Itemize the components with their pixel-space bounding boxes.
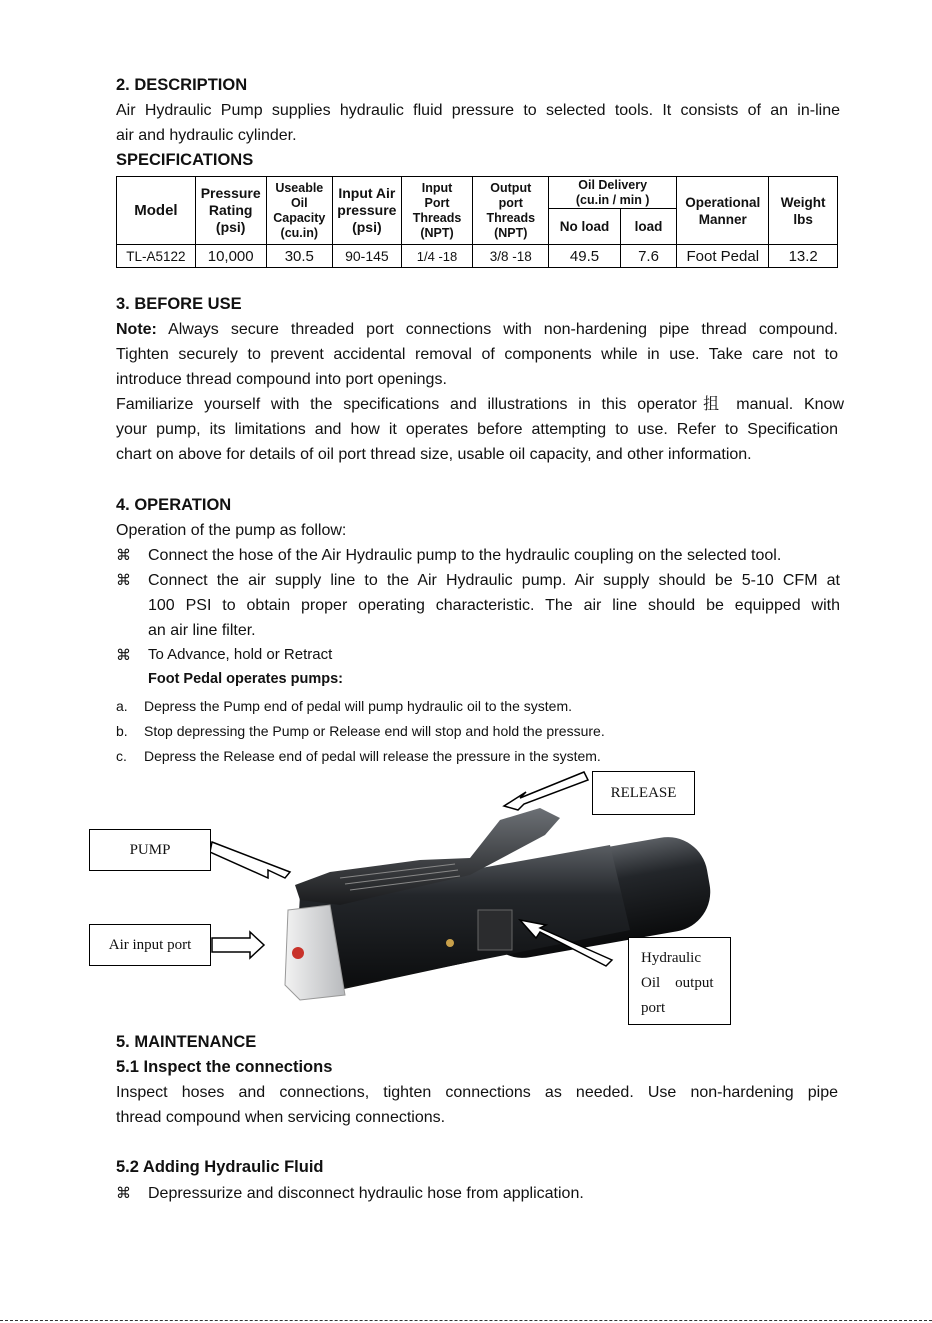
cell-weight: 13.2 xyxy=(769,245,838,268)
cell-manner: Foot Pedal xyxy=(677,245,769,268)
air-input-fitting xyxy=(292,947,304,959)
inspect-line-1: Inspect hoses and connections, tighten connections as needed. Use non-hardening pipe xyxy=(116,1084,838,1101)
subsection-5-1-heading: 5.1 Inspect the connections xyxy=(116,1058,333,1076)
familiarize-line-2: your pump, its limitations and how it operates before attempting to use. Refer to Specification xyxy=(116,421,838,438)
pump-callout: PUMP xyxy=(89,829,211,871)
pump-arrow xyxy=(210,842,290,878)
callout-line: Hydraulic xyxy=(641,950,701,966)
cell-no-load: 49.5 xyxy=(549,245,621,268)
step-b-text: Stop depressing the Pump or Release end will stop and hold the pressure. xyxy=(144,723,605,739)
bullet-command-icon: ⌘ xyxy=(116,547,131,564)
bullet-command-icon: ⌘ xyxy=(116,572,131,589)
cell-output-port: 3/8 -18 xyxy=(473,245,549,268)
pump-illustration xyxy=(0,760,932,1040)
section-5-heading: 5. MAINTENANCE xyxy=(116,1033,257,1051)
release-arrow xyxy=(504,772,588,810)
operation-intro: Operation of the pump as follow: xyxy=(116,522,347,539)
header-oil-delivery: Oil Delivery (cu.in / min ) xyxy=(549,177,677,209)
inspect-line-2: thread compound when servicing connections. xyxy=(116,1109,446,1126)
note-line-1 xyxy=(116,317,838,342)
description-line-1: Air Hydraulic Pump supplies hydraulic fluid pressure to selected tools. It consists of an in-line xyxy=(116,102,840,119)
operation-step-1: Connect the hose of the Air Hydraulic pump to the hydraulic coupling on the selected tool. xyxy=(148,547,782,564)
header-input-air: Input Air pressure (psi) xyxy=(333,177,402,245)
callout-line: port xyxy=(641,1000,666,1016)
cell-oil-capacity: 30.5 xyxy=(266,245,333,268)
operation-step-2-line-3: an air line filter. xyxy=(148,622,256,639)
air-input-arrow xyxy=(212,932,264,958)
subsection-5-2-heading: 5.2 Adding Hydraulic Fluid xyxy=(116,1158,324,1176)
operation-step-3: To Advance, hold or Retract xyxy=(148,646,333,663)
familiarize-line-1: Familiarize yourself with the specifications and illustrations in this operator抯 manual. Know xyxy=(116,396,845,413)
air-input-port-callout: Air input port xyxy=(89,924,211,966)
cell-pressure: 10,000 xyxy=(195,245,266,268)
bullet-command-icon: ⌘ xyxy=(116,647,131,664)
cell-load: 7.6 xyxy=(620,245,676,268)
release-callout: RELEASE xyxy=(592,771,695,815)
operation-step-2-line-2: 100 PSI to obtain proper operating characteristic. The air line should be equipped with xyxy=(148,597,840,614)
header-no-load: No load xyxy=(549,209,621,245)
header-model: Model xyxy=(117,177,196,245)
step-c-label: c. xyxy=(116,748,127,764)
header-output-port: Output port Threads (NPT) xyxy=(473,177,549,245)
cell-input-air: 90-145 xyxy=(333,245,402,268)
header-pressure: Pressure Rating (psi) xyxy=(195,177,266,245)
foot-pedal-heading: Foot Pedal operates pumps: xyxy=(148,671,343,687)
step-b-label: b. xyxy=(116,723,128,739)
cell-input-port: 1/4 -18 xyxy=(401,245,473,268)
familiarize-line-3: chart on above for details of oil port thread size, usable oil capacity, and other information. xyxy=(116,446,752,463)
note-text: Always secure threaded port connections with non-hardening pipe thread compound. xyxy=(156,321,838,338)
header-oil-capacity: Useable Oil Capacity (cu.in) xyxy=(266,177,333,245)
operation-step-2-line-1: Connect the air supply line to the Air Hydraulic pump. Air supply should be 5-10 CFM at xyxy=(148,572,840,589)
note-line-2: Tighten securely to prevent accidental removal of components while in use. Take care not to xyxy=(116,346,838,363)
section-3-heading: 3. BEFORE USE xyxy=(116,295,242,313)
oil-output-port xyxy=(478,910,512,950)
page-bottom-divider xyxy=(0,1320,932,1321)
header-load: load xyxy=(620,209,676,245)
specifications-heading: SPECIFICATIONS xyxy=(116,151,254,169)
specifications-table xyxy=(116,176,838,268)
cell-model: TL-A5122 xyxy=(117,245,196,268)
step-a-label: a. xyxy=(116,698,128,714)
note-label: Note: xyxy=(116,321,157,338)
header-operational-manner: Operational Manner xyxy=(677,177,769,245)
header-weight: Weight lbs xyxy=(769,177,838,245)
bullet-command-icon: ⌘ xyxy=(116,1185,131,1202)
hydraulic-oil-output-port-callout xyxy=(628,937,731,1025)
header-input-port: Input Port Threads (NPT) xyxy=(401,177,473,245)
description-line-2: air and hydraulic cylinder. xyxy=(116,127,297,144)
adding-fluid-step-1: Depressurize and disconnect hydraulic hose from application. xyxy=(148,1185,584,1202)
step-c-text: Depress the Release end of pedal will release the pressure in the system. xyxy=(144,748,601,764)
step-a-text: Depress the Pump end of pedal will pump hydraulic oil to the system. xyxy=(144,698,572,714)
note-line-3: introduce thread compound into port openings. xyxy=(116,371,447,388)
section-2-heading: 2. DESCRIPTION xyxy=(116,76,248,94)
section-4-heading: 4. OPERATION xyxy=(116,496,232,514)
callout-line: Oil output xyxy=(641,975,714,991)
